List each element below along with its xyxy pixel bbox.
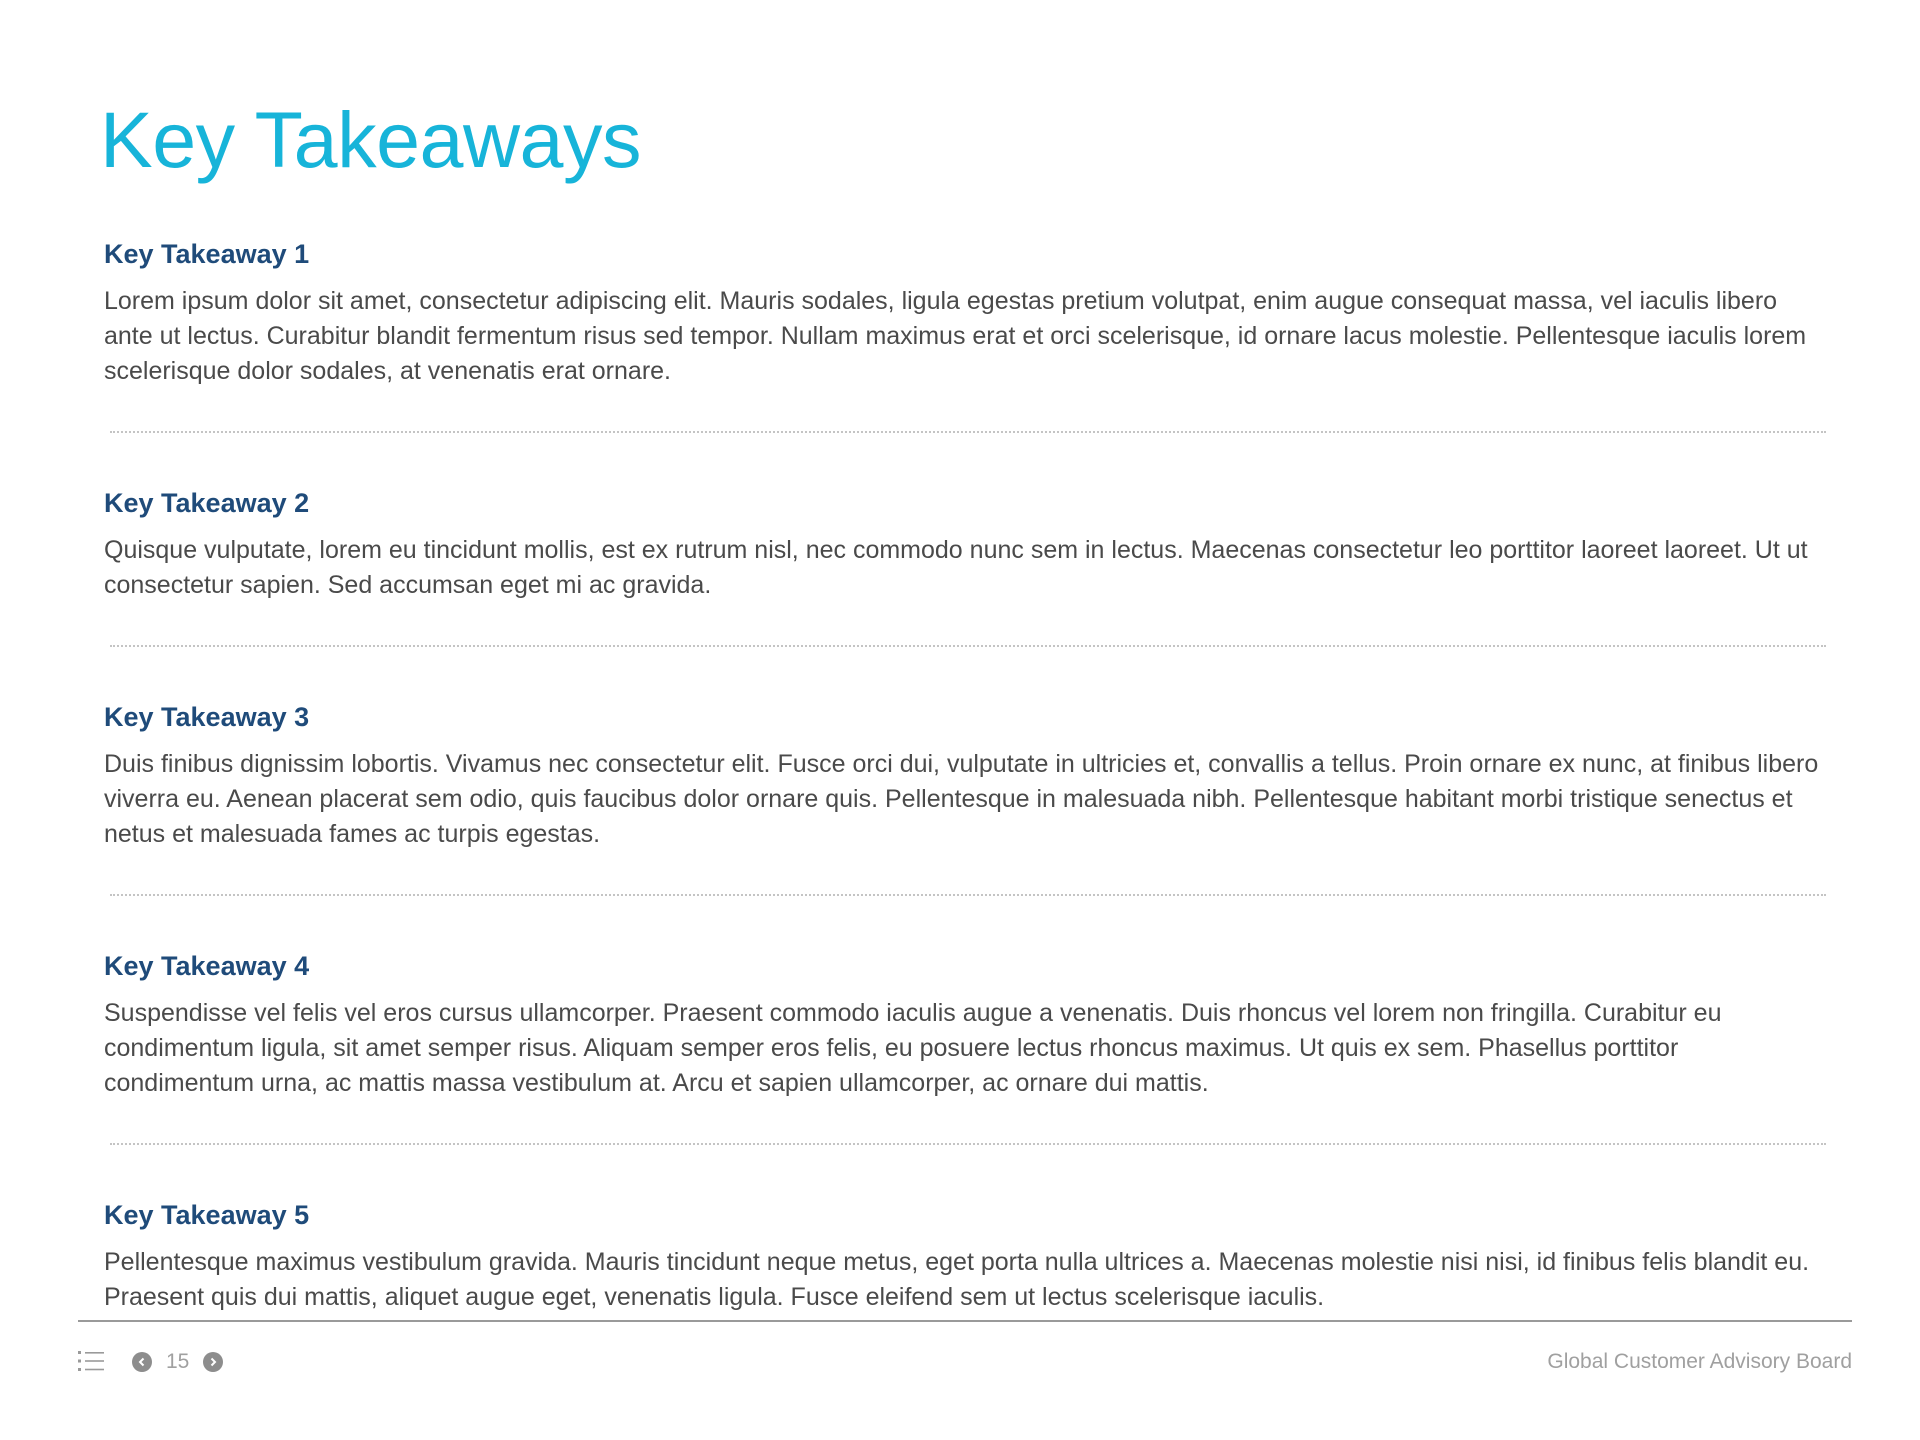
takeaway-heading: Key Takeaway 4	[104, 951, 310, 981]
takeaway-body: Lorem ipsum dolor sit amet, consectetur adipiscing elit. Mauris sodales, ligula egestas pretium volutpat, enim augue consequat massa, vel iaculis libero ante ut lectus. Curabitur blandit fermentum risus sed tempor. Nullam maximus erat et orci scelerisque, id ornare lacus molestie. Pellentesque iaculis lorem scelerisque dolor sodales, at venenatis erat ornare.	[104, 287, 1807, 385]
dotted-divider	[110, 894, 1826, 896]
footer	[78, 1346, 1852, 1378]
page-navigation	[132, 1346, 223, 1378]
dotted-divider	[110, 1143, 1826, 1145]
takeaway-heading: Key Takeaway 1	[104, 239, 310, 269]
next-page-button[interactable]	[203, 1352, 223, 1372]
takeaway-body: Pellentesque maximus vestibulum gravida. Mauris tincidunt neque metus, eget porta nulla ultrices a. Maecenas molestie nisi nisi, id finibus felis blandit eu. Praesent quis dui mattis, aliquet augue eget, venenatis ligula. Fusce eleifend sem ut lectus scelerisque iaculis.	[104, 1248, 1810, 1311]
menu-list-icon[interactable]	[78, 1348, 104, 1374]
chevron-right-icon	[208, 1357, 218, 1367]
takeaway-body: Quisque vulputate, lorem eu tincidunt mollis, est ex rutrum nisl, nec commodo nunc sem in lectus. Maecenas consectetur leo porttitor laoreet laoreet. Ut ut consectetur sapien. Sed accumsan eget mi ac gravida.	[104, 536, 1808, 599]
takeaway-body: Suspendisse vel felis vel eros cursus ullamcorper. Praesent commodo iaculis augue a venenatis. Duis rhoncus vel lorem non fringilla. Curabitur eu condimentum ligula, sit amet semper risus. Aliquam semper eros felis, eu posuere lectus rhoncus maximus. Ut quis ex sem. Phasellus porttitor condimentum urna, ac mattis massa vestibulum at. Arcu et sapien ullamcorper, ac ornare dui mattis.	[104, 999, 1722, 1097]
takeaway-body: Duis finibus dignissim lobortis. Vivamus nec consectetur elit. Fusce orci dui, vulputate in ultricies et, convallis a tellus. Proin ornare ex nunc, at finibus libero viverra eu. Aenean placerat sem odio, quis faucibus dolor ornare quis. Pellentesque in malesuada nibh. Pellentesque habitant morbi tristique senectus et netus et malesuada fames ac turpis egestas.	[104, 750, 1819, 848]
page-number: 15	[166, 1350, 190, 1373]
takeaways-list	[104, 236, 1824, 1315]
footer-brand-label: Global Customer Advisory Board	[1547, 1350, 1852, 1373]
takeaway-section-1	[104, 236, 1824, 389]
takeaway-section-5	[104, 1197, 1824, 1315]
page-title: Key Takeaways	[100, 95, 641, 184]
dotted-divider	[110, 431, 1826, 433]
takeaway-section-4	[104, 948, 1824, 1101]
footer-divider	[78, 1320, 1852, 1322]
takeaway-heading: Key Takeaway 2	[104, 488, 310, 518]
takeaway-section-3	[104, 699, 1824, 852]
takeaway-section-2	[104, 485, 1824, 603]
previous-page-button[interactable]	[132, 1352, 152, 1372]
dotted-divider	[110, 645, 1826, 647]
chevron-left-icon	[137, 1357, 147, 1367]
takeaway-heading: Key Takeaway 3	[104, 702, 310, 732]
takeaway-heading: Key Takeaway 5	[104, 1200, 310, 1230]
menu-list-icon-graphic	[78, 1348, 104, 1374]
